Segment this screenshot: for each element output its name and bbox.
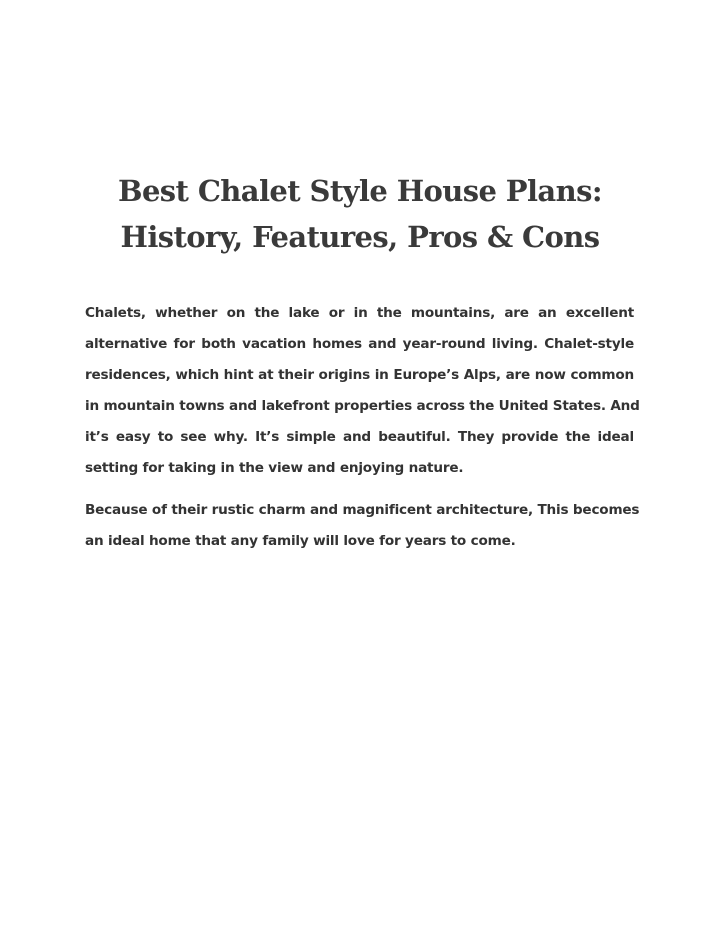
second-paragraph: [85, 495, 640, 557]
paragraph-line: Chalets, whether on the lake or in the mountains, are an excellent: [85, 305, 634, 321]
paragraph-line: in mountain towns and lakefront properties across the United States. And: [85, 398, 640, 414]
paragraph-line: alternative for both vacation homes and year-round living. Chalet-style: [85, 336, 634, 352]
paragraph-line: Because of their rustic charm and magnificent architecture, This becomes: [85, 502, 640, 518]
intro-paragraph: [85, 298, 640, 484]
paragraph-line: residences, which hint at their origins in Europe’s Alps, are now common: [85, 367, 634, 383]
paragraph-line: setting for taking in the view and enjoying nature.: [85, 460, 464, 476]
title-line-2: History, Features, Pros & Cons: [120, 220, 600, 254]
paragraph-line: an ideal home that any family will love for years to come.: [85, 533, 516, 549]
title-line-1: Best Chalet Style House Plans:: [118, 174, 602, 208]
paragraph-line: it’s easy to see why. It’s simple and beautiful. They provide the ideal: [85, 429, 634, 445]
page-title: [84, 168, 636, 260]
